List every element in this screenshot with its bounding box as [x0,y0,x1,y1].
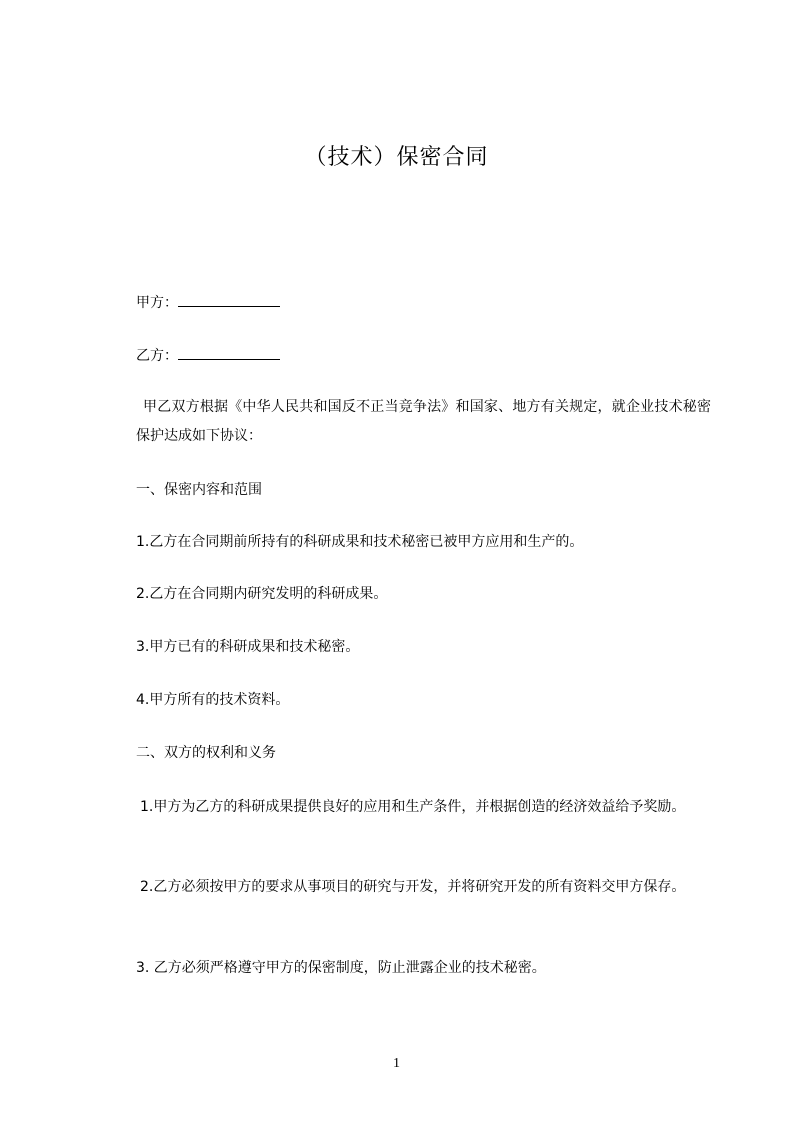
section1-item-3: 3.甲方已有的科研成果和技术秘密。 [136,639,360,655]
section2-heading: 二、双方的权利和义务 [136,745,276,761]
party-b-label: 乙方： [136,348,178,364]
party-b-blank [178,345,280,360]
section2-item-2: 2.乙方必须按甲方的要求从事项目的研究与开发，并将研究开发的所有资料交甲方保存。 [140,879,686,895]
party-b-line [136,345,280,366]
section1-heading: 一、保密内容和范围 [136,482,262,498]
section1-item-1: 1.乙方在合同期前所持有的科研成果和技术秘密已被甲方应用和生产的。 [136,534,584,550]
section2-item-1: 1.甲方为乙方的科研成果提供良好的应用和生产条件，并根据创造的经济效益给予奖励。 [140,799,686,815]
section2-item-3: 3. 乙方必须严格遵守甲方的保密制度，防止泄露企业的技术秘密。 [136,960,546,976]
section1-item-2: 2.乙方在合同期内研究发明的科研成果。 [136,586,388,602]
party-a-line [136,292,280,313]
party-a-blank [178,292,280,307]
page-number: 1 [393,1056,400,1071]
intro-paragraph: 甲乙双方根据《中华人民共和国反不正当竞争法》和国家、地方有关规定，就企业技术秘密保护达成如下协议： [136,399,711,444]
section1-item-4: 4.甲方所有的技术资料。 [136,692,290,708]
party-a-label: 甲方： [136,295,178,311]
document-title: （技术）保密合同 [304,145,489,170]
